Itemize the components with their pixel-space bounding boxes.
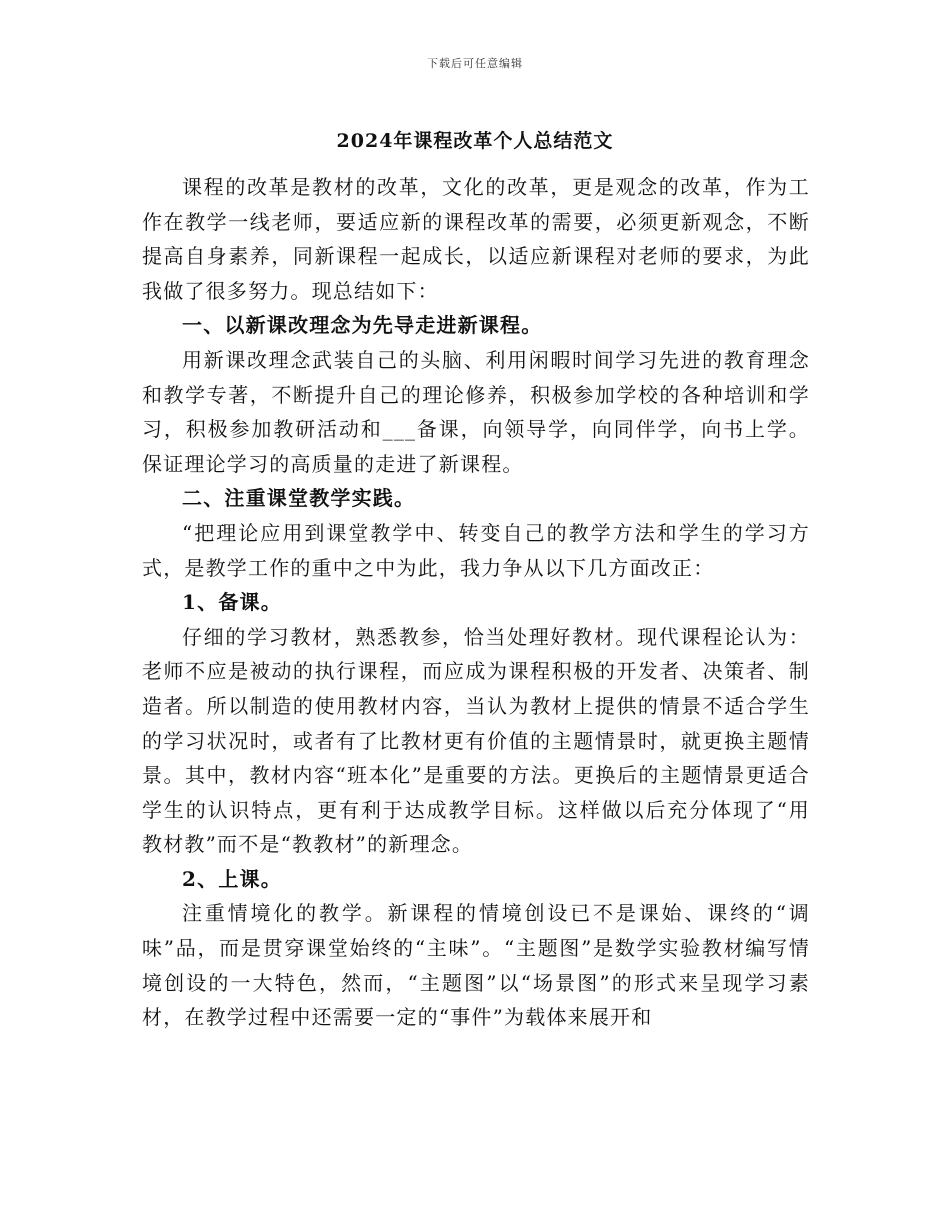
paragraph-section-2: “把理论应用到课堂教学中、转变自己的教学方法和学生的学习方式，是教学工作的重中之中为此，我力争从以下几方面改正：	[142, 520, 810, 580]
paragraph-intro: 课程的改革是教材的改革，文化的改革，更是观念的改革，作为工作在教学一线老师，要适应新的课程改革的需要，必须更新观念，不断提高自身素养，同新课程一起成长，以适应新课程对老师的要求，为此我做了很多努力。现总结如下：	[142, 175, 810, 303]
paragraph-lesson-prep: 仔细的学习教材，熟悉教参，恰当处理好教材。现代课程论认为：老师不应是被动的执行课程，而应成为课程积极的开发者、决策者、制造者。所以制造的使用教材内容，当认为教材上提供的情景不适合学生的学习状况时，或者有了比教材更有价值的主题情景时，就更换主题情景。其中，教材内容“班本化”是重要的方法。更换后的主题情景更适合学生的认识特点，更有利于达成教学目标。这样做以后充分体现了“用教材教”而不是“教教材”的新理念。	[142, 624, 810, 857]
header-note: 下载后可任意编辑	[427, 57, 523, 70]
section-heading-2: 二、注重课堂教学实践。	[182, 486, 416, 511]
paragraph-teaching: 注重情境化的教学。新课程的情境创设已不是课始、课终的“调味”品，而是贯穿课堂始终的“主味”。“主题图”是数学实验教材编写情境创设的一大特色，然而，“主题图”以“场景图”的形式来呈现学习素材，在教学过程中还需要一定的“事件”为载体来展开和	[142, 901, 810, 1030]
document-title: 2024年课程改革个人总结范文	[336, 130, 614, 152]
paragraph-section-1: 用新课改理念武装自己的头脑、利用闲暇时间学习先进的教育理念和教学专著，不断提升自己的理论修养，积极参加学校的各种培训和学习，积极参加教研活动和___备课，向领导学，向同伴学，向书上学。保证理论学习的高质量的走进了新课程。	[142, 347, 810, 476]
subheading-teaching: 2、上课。	[182, 866, 282, 891]
subheading-lesson-prep: 1、备课。	[182, 590, 282, 615]
document-body	[142, 170, 810, 1035]
section-heading-1: 一、以新课改理念为先导走进新课程。	[182, 313, 543, 338]
